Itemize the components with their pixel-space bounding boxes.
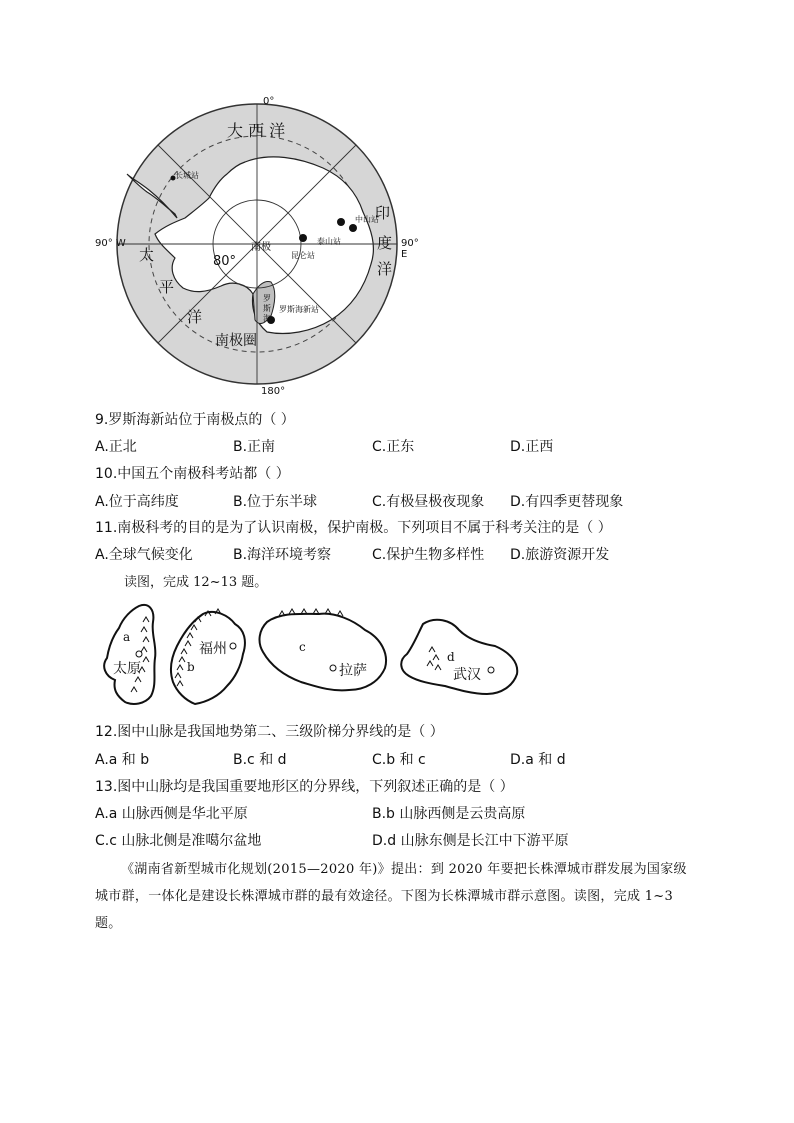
south-pole-label: 南极 xyxy=(251,242,271,253)
mountain-a-label: a xyxy=(123,630,131,644)
luosihai-station-label: 罗斯海新站 xyxy=(279,305,319,314)
question-11-option-c[interactable]: C.保护生物多样性 xyxy=(372,547,485,563)
mountain-d-label: d xyxy=(447,650,455,664)
taiyuan-dot xyxy=(136,651,142,657)
question-12-option-b[interactable]: B.c 和 d xyxy=(233,752,287,768)
question-13-option-b[interactable]: B.b 山脉西侧是云贵高原 xyxy=(372,806,526,822)
wuhan-label: 武汉 xyxy=(453,667,481,683)
question-12-option-a[interactable]: A.a 和 b xyxy=(95,752,150,768)
atlantic-ocean-label: 大 西 洋 xyxy=(227,121,286,140)
question-11-stem: 11.南极科考的目的是为了认识南极，保护南极。下列项目不属于科考关注的是（ ） xyxy=(95,520,612,536)
question-9-stem: 9.罗斯海新站位于南极点的（ ） xyxy=(95,412,295,428)
question-13-option-a[interactable]: A.a 山脉西侧是华北平原 xyxy=(95,806,248,822)
question-11-option-b[interactable]: B.海洋环境考察 xyxy=(233,547,332,563)
deg-left-label: 90° W xyxy=(95,238,126,249)
pacific-ocean-label-3: 洋 xyxy=(187,308,203,326)
question-11-option-a[interactable]: A.全球气候变化 xyxy=(95,547,193,563)
fuzhou-label: 福州 xyxy=(199,641,227,657)
question-9-option-d[interactable]: D.正西 xyxy=(510,439,554,455)
lasa-dot xyxy=(330,665,336,671)
context-paragraph: 《湖南省新型城市化规划(2015—2020 年)》提出：到 2020 年要把长株潭城市群发展为国家级城市群，一体化是建设长株潭城市群的最有效途径。下图为长株潭城市群示意图。读图，完成 1~3 题。 xyxy=(95,862,687,931)
question-13-option-d[interactable]: D.d 山脉东侧是长江中下游平原 xyxy=(372,833,569,849)
pacific-ocean-label-2: 平 xyxy=(159,278,175,296)
pacific-ocean-label-1: 太 xyxy=(139,246,155,264)
province-maps-svg xyxy=(95,600,535,712)
kunlun-station-label: 昆仑站 xyxy=(291,251,315,260)
changcheng-station-label: 长城站 xyxy=(175,171,199,180)
question-13-option-c[interactable]: C.c 山脉北侧是准噶尔盆地 xyxy=(95,833,262,849)
question-10-stem: 10.中国五个南极科考站都（ ） xyxy=(95,466,290,482)
mountain-b-label: b xyxy=(187,660,195,674)
question-12-option-d[interactable]: D.a 和 d xyxy=(510,752,566,768)
question-10-option-b[interactable]: B.位于东半球 xyxy=(233,494,318,510)
indian-ocean-label-3: 洋 xyxy=(377,260,393,278)
zhongshan-station-label: 中山站 xyxy=(355,215,379,224)
tibet-outline xyxy=(260,614,387,691)
taishan-station-label: 泰山站 xyxy=(317,237,341,246)
indian-ocean-label-1: 印 xyxy=(375,204,391,222)
question-12-option-c[interactable]: C.b 和 c xyxy=(372,752,426,768)
question-10-option-c[interactable]: C.有极昼极夜现象 xyxy=(372,494,485,510)
reading-instruction: 读图，完成 12~13 题。 xyxy=(124,575,268,590)
deg-right-label: 90° E xyxy=(401,238,419,260)
taishan-station-dot xyxy=(299,234,307,242)
deg-inner-label: 80° xyxy=(213,254,237,269)
question-10-option-d[interactable]: D.有四季更替现象 xyxy=(510,494,624,510)
mountain-c-label: c xyxy=(299,640,306,654)
province-maps xyxy=(95,600,535,712)
question-9-option-b[interactable]: B.正南 xyxy=(233,439,276,455)
question-10-option-a[interactable]: A.位于高纬度 xyxy=(95,494,179,510)
deg-bottom-label: 180° xyxy=(261,386,286,397)
zhongshan-station-dot xyxy=(349,224,357,232)
antarctica-map xyxy=(95,94,425,404)
question-13-stem: 13.图中山脉均是我国重要地形区的分界线，下列叙述正确的是（ ） xyxy=(95,779,514,795)
kunlun-station-dot xyxy=(337,218,345,226)
question-9-option-a[interactable]: A.正北 xyxy=(95,439,137,455)
question-11-option-d[interactable]: D.旅游资源开发 xyxy=(510,547,610,563)
indian-ocean-label-2: 度 xyxy=(377,234,393,252)
question-12-stem: 12.图中山脉是我国地势第二、三级阶梯分界线的是（ ） xyxy=(95,724,444,740)
lasa-label: 拉萨 xyxy=(339,663,367,679)
deg-top-label: 0° xyxy=(263,96,275,107)
question-9-option-c[interactable]: C.正东 xyxy=(372,439,415,455)
wuhan-dot xyxy=(488,667,494,673)
taiyuan-label: 太原 xyxy=(113,661,141,677)
ross-sea-label: 罗 斯 海 xyxy=(263,294,271,323)
antarctic-circle-label: 南极圈 xyxy=(215,333,257,349)
fuzhou-dot xyxy=(230,643,236,649)
